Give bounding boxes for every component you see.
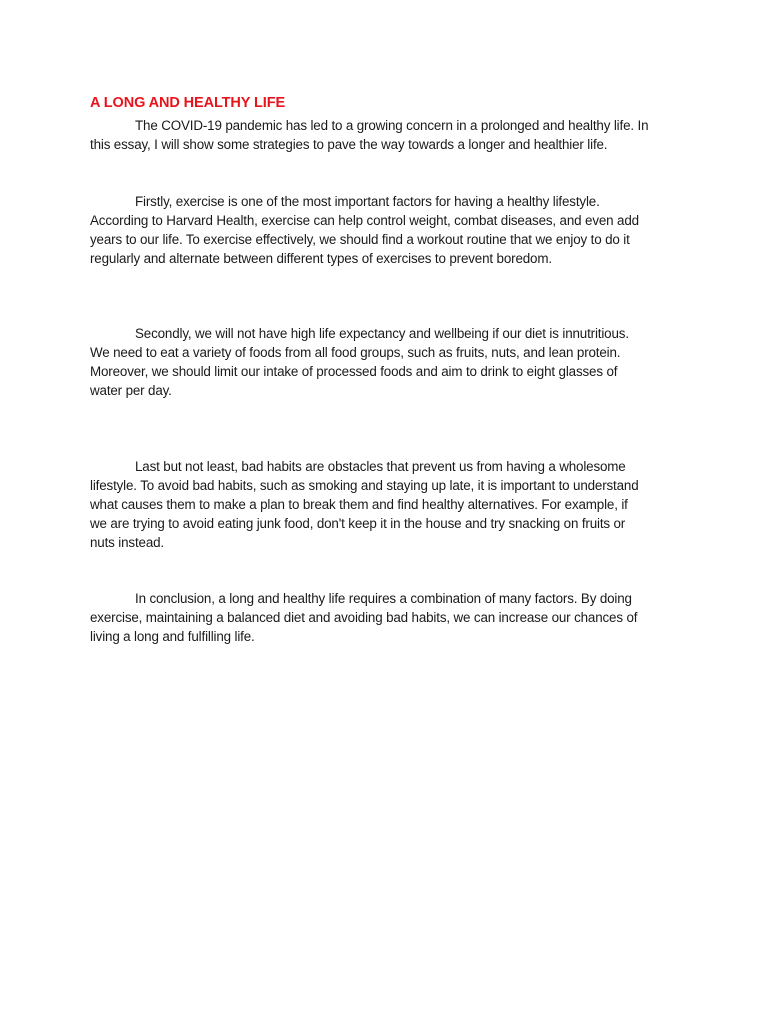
paragraph-line: regularly and alternate between different types of exercises to prevent boredom. bbox=[90, 251, 552, 266]
paragraph-line: Moreover, we should limit our intake of processed foods and aim to drink to eight glasses of bbox=[90, 364, 618, 379]
paragraph-line: living a long and fulfilling life. bbox=[90, 629, 255, 644]
paragraph-line: what causes them to make a plan to break them and find healthy alternatives. For example, if bbox=[90, 497, 628, 512]
paragraph-line: exercise, maintaining a balanced diet and avoiding bad habits, we can increase our chances of bbox=[90, 610, 638, 625]
paragraph-line: The COVID-19 pandemic has led to a growing concern in a prolonged and healthy life. In bbox=[135, 118, 649, 133]
paragraph-line: Secondly, we will not have high life expectancy and wellbeing if our diet is innutritious. bbox=[135, 326, 629, 341]
paragraph-line: we are trying to avoid eating junk food, don't keep it in the house and try snacking on fruits or bbox=[90, 516, 626, 531]
paragraph-line: According to Harvard Health, exercise can help control weight, combat diseases, and even add bbox=[90, 213, 639, 228]
paragraph-introduction bbox=[90, 116, 690, 154]
paragraph-line: We need to eat a variety of foods from all food groups, such as fruits, nuts, and lean protein. bbox=[90, 345, 621, 360]
document-title: A LONG AND HEALTHY LIFE bbox=[90, 95, 286, 111]
paragraph-line: Last but not least, bad habits are obstacles that prevent us from having a wholesome bbox=[135, 459, 626, 474]
paragraph-line: Firstly, exercise is one of the most important factors for having a healthy lifestyle. bbox=[135, 194, 600, 209]
paragraph-line: nuts instead. bbox=[90, 535, 164, 550]
paragraph-line: years to our life. To exercise effectively, we should find a workout routine that we enjoy to do it bbox=[90, 232, 630, 247]
paragraph-conclusion bbox=[90, 589, 690, 646]
paragraph-bad-habits bbox=[90, 457, 690, 552]
paragraph-line: In conclusion, a long and healthy life requires a combination of many factors. By doing bbox=[135, 591, 632, 606]
paragraph-diet bbox=[90, 324, 690, 400]
paragraph-exercise bbox=[90, 192, 690, 268]
paragraph-line: lifestyle. To avoid bad habits, such as smoking and staying up late, it is important to understand bbox=[90, 478, 639, 493]
paragraph-line: this essay, I will show some strategies to pave the way towards a longer and healthier life. bbox=[90, 137, 608, 152]
paragraph-line: water per day. bbox=[90, 383, 172, 398]
